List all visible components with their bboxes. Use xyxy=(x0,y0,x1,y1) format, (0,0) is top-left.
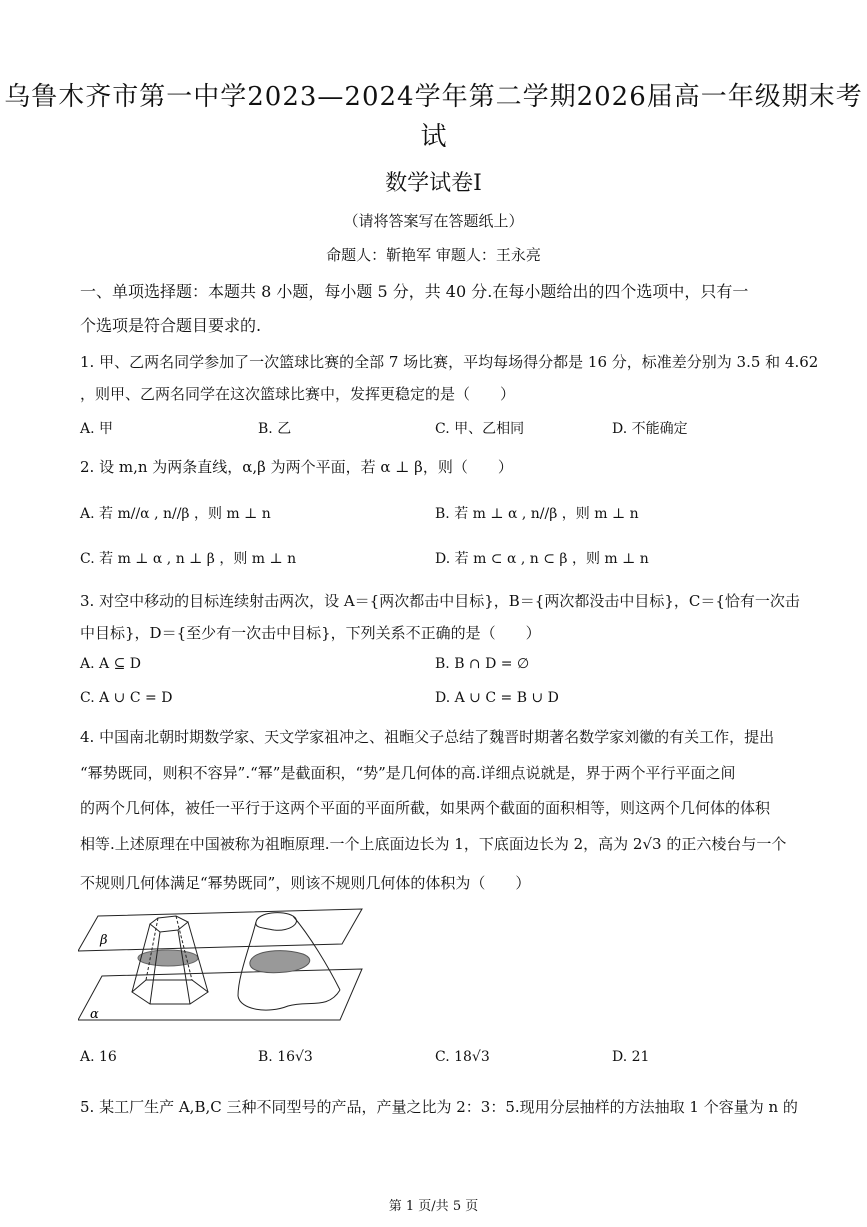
q2-stem: 2. 设 m,n 为两条直线，α,β 为两个平面，若 α ⊥ β，则（ ） xyxy=(80,458,513,476)
irregular-solid xyxy=(238,913,340,1010)
q4-option-d: D. 21 xyxy=(612,1049,650,1065)
q4-stem-line2: “幂势既同，则积不容异”.“幂”是截面积，“势”是几何体的高.详细点说就是，界于两个平行平面之间 xyxy=(80,764,736,782)
section-heading-line2: 个选项是符合题目要求的. xyxy=(80,316,262,335)
q2-option-a: A. 若 m//α , n//β ，则 m ⊥ n xyxy=(80,506,271,522)
q4-stem-line4: 相等.上述原理在中国被称为祖暅原理.一个上底面边长为 1，下底面边长为 2，高为 2√3 的正六棱台与一个 xyxy=(80,835,787,853)
exam-subtitle: 数学试卷Ⅰ xyxy=(385,171,482,196)
q1-option-d: D. 不能确定 xyxy=(612,421,688,437)
q1-option-b: B. 乙 xyxy=(258,421,292,437)
q4-option-b: B. 16√3 xyxy=(258,1049,313,1065)
q2-option-b: B. 若 m ⊥ α , n//β ，则 m ⊥ n xyxy=(435,506,639,522)
zuxuan-principle-figure xyxy=(78,906,368,1026)
q3-option-a: A. A ⊆ D xyxy=(80,656,141,672)
answer-note: （请将答案写在答题纸上） xyxy=(343,212,524,230)
q1-option-a: A. 甲 xyxy=(80,421,114,437)
section-heading-line1: 一、单项选择题：本题共 8 小题，每小题 5 分，共 40 分.在每小题给出的四个选项中，只有一 xyxy=(80,282,749,301)
q2-option-d: D. 若 m ⊂ α , n ⊂ β ，则 m ⊥ n xyxy=(435,551,649,567)
plane-beta xyxy=(78,909,362,951)
q1-stem-line2: ，则甲、乙两名同学在这次篮球比赛中，发挥更稳定的是（ ） xyxy=(80,385,516,403)
hexagonal-frustum xyxy=(132,916,208,1004)
q4-stem-line5: 不规则几何体满足“幂势既同”，则该不规则几何体的体积为（ ） xyxy=(80,874,531,892)
q4-option-c: C. 18√3 xyxy=(435,1049,490,1065)
q1-stem-line1: 1. 甲、乙两名同学参加了一次篮球比赛的全部 7 场比赛，平均每场得分都是 16 分，标准差分别为 3.5 和 4.62 xyxy=(80,353,819,371)
figure-label-beta: β xyxy=(100,933,108,948)
q5-stem-line1: 5. 某工厂生产 A,B,C 三种不同型号的产品，产量之比为 2：3：5.现用分层抽样的方法抽取 1 个容量为 n 的 xyxy=(80,1098,798,1116)
plane-alpha xyxy=(78,969,362,1020)
q4-stem-line1: 4. 中国南北朝时期数学家、天文学家祖冲之、祖暅父子总结了魏晋时期著名数学家刘徽的有关工作，提出 xyxy=(80,728,775,746)
page-number: 第 1 页/共 5 页 xyxy=(388,1199,479,1214)
figure-label-alpha: α xyxy=(90,1007,99,1022)
q4-option-a: A. 16 xyxy=(80,1049,117,1065)
authors-line: 命题人：靳艳军 审题人：王永亮 xyxy=(326,246,541,264)
exam-title-line1: 乌鲁木齐市第一中学2023—2024学年第二学期2026届高一年级期末考 xyxy=(4,82,863,112)
q3-stem-line1: 3. 对空中移动的目标连续射击两次，设 A＝{两次都击中目标}，B＝{两次都没击中目标}，C＝{恰有一次击 xyxy=(80,592,800,610)
q3-option-c: C. A ∪ C = D xyxy=(80,690,173,706)
exam-title-line2: 试 xyxy=(420,122,447,152)
q3-option-b: B. B ∩ D = ∅ xyxy=(435,656,530,672)
q1-option-c: C. 甲、乙相同 xyxy=(435,421,525,437)
q3-stem-line2: 中目标}，D＝{至少有一次击中目标}，下列关系不正确的是（ ） xyxy=(80,624,541,642)
q3-option-d: D. A ∪ C = B ∪ D xyxy=(435,690,559,706)
q4-stem-line3: 的两个几何体，被任一平行于这两个平面的平面所截，如果两个截面的面积相等，则这两个几何体的体积 xyxy=(80,799,771,817)
q2-option-c: C. 若 m ⊥ α , n ⊥ β ，则 m ⊥ n xyxy=(80,551,297,567)
